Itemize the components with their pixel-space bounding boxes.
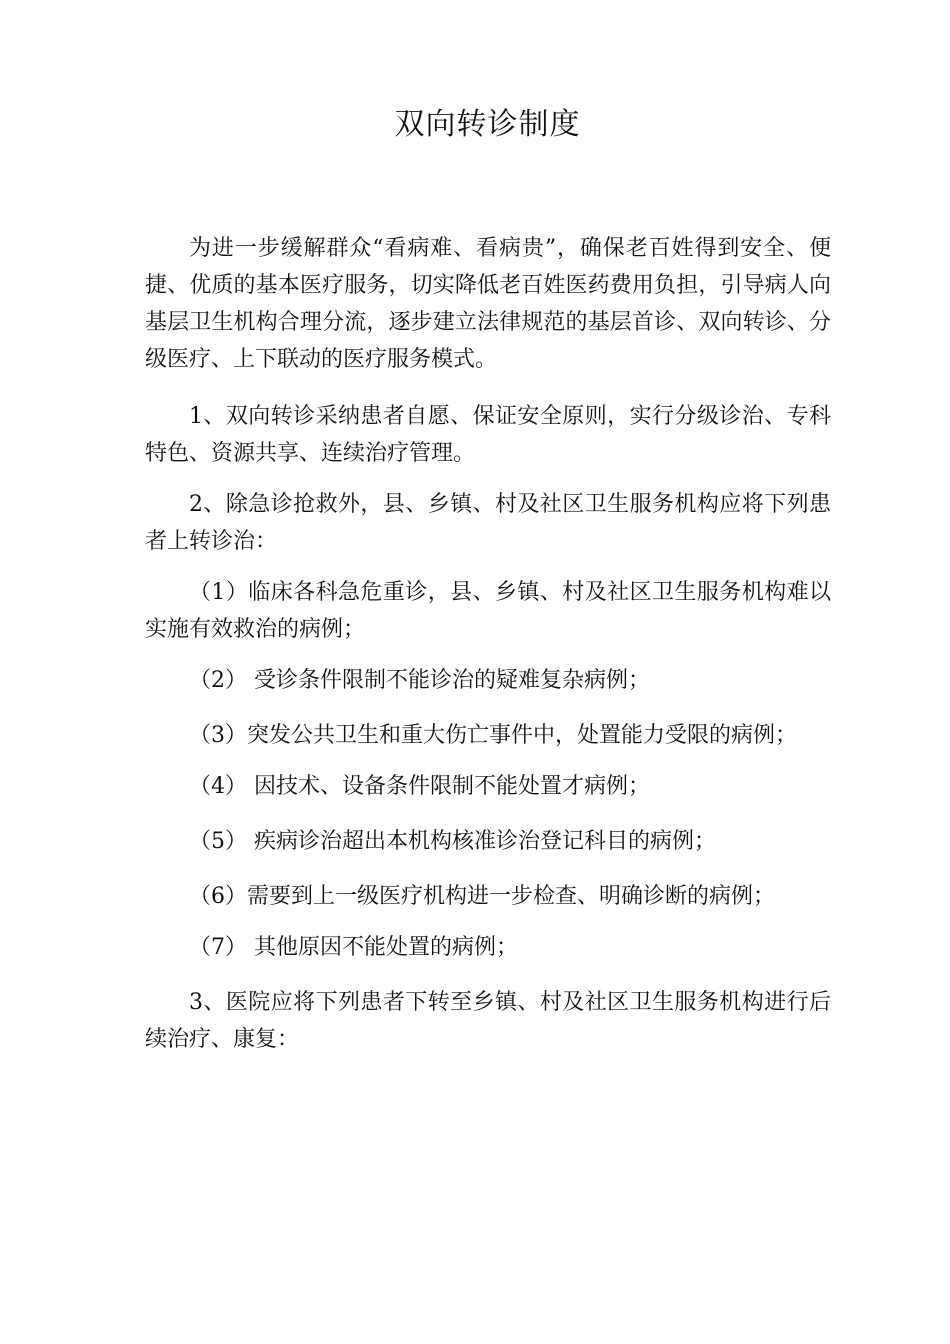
clause-2-item-3: （3）突发公共卫生和重大伤亡事件中，处置能力受限的病例； [189, 723, 797, 748]
clause-1: 1、双向转诊采纳患者自愿、保证安全原则，实行分级诊治、专科特色、资源共享、连续治疗管理。 [145, 404, 831, 466]
clause-2-item-4: （4） 因技术、设备条件限制不能处置才病例； [189, 774, 650, 799]
document-title: 双向转诊制度 [394, 107, 581, 142]
clause-2-item-2: （2） 受诊条件限制不能诊治的疑难复杂病例； [189, 668, 650, 693]
clause-2-item-6: （6）需要到上一级医疗机构进一步检查、明确诊断的病例； [189, 884, 775, 909]
clause-2-item-7: （7） 其他原因不能处置的病例； [189, 935, 518, 960]
clause-2: 2、除急诊抢救外，县、乡镇、村及社区卫生服务机构应将下列患者上转诊治： [145, 492, 831, 554]
clause-2-item-1: （1）临床各科急危重诊，县、乡镇、村及社区卫生服务机构难以实施有效救治的病例； [145, 580, 831, 642]
clause-2-item-5: （5） 疾病诊治超出本机构核准诊治登记科目的病例； [189, 829, 716, 854]
document-body [145, 230, 831, 1072]
intro-paragraph: 为进一步缓解群众“看病难、看病贵”，确保老百姓得到安全、便捷、优质的基本医疗服务，切实降低老百姓医药费用负担，引导病人向基层卫生机构合理分流，逐步建立法律规范的基层首诊、双向转诊、分级医疗、上下联动的医疗服务模式。 [145, 236, 831, 372]
clause-3: 3、医院应将下列患者下转至乡镇、村及社区卫生服务机构进行后续治疗、康复： [145, 990, 831, 1052]
